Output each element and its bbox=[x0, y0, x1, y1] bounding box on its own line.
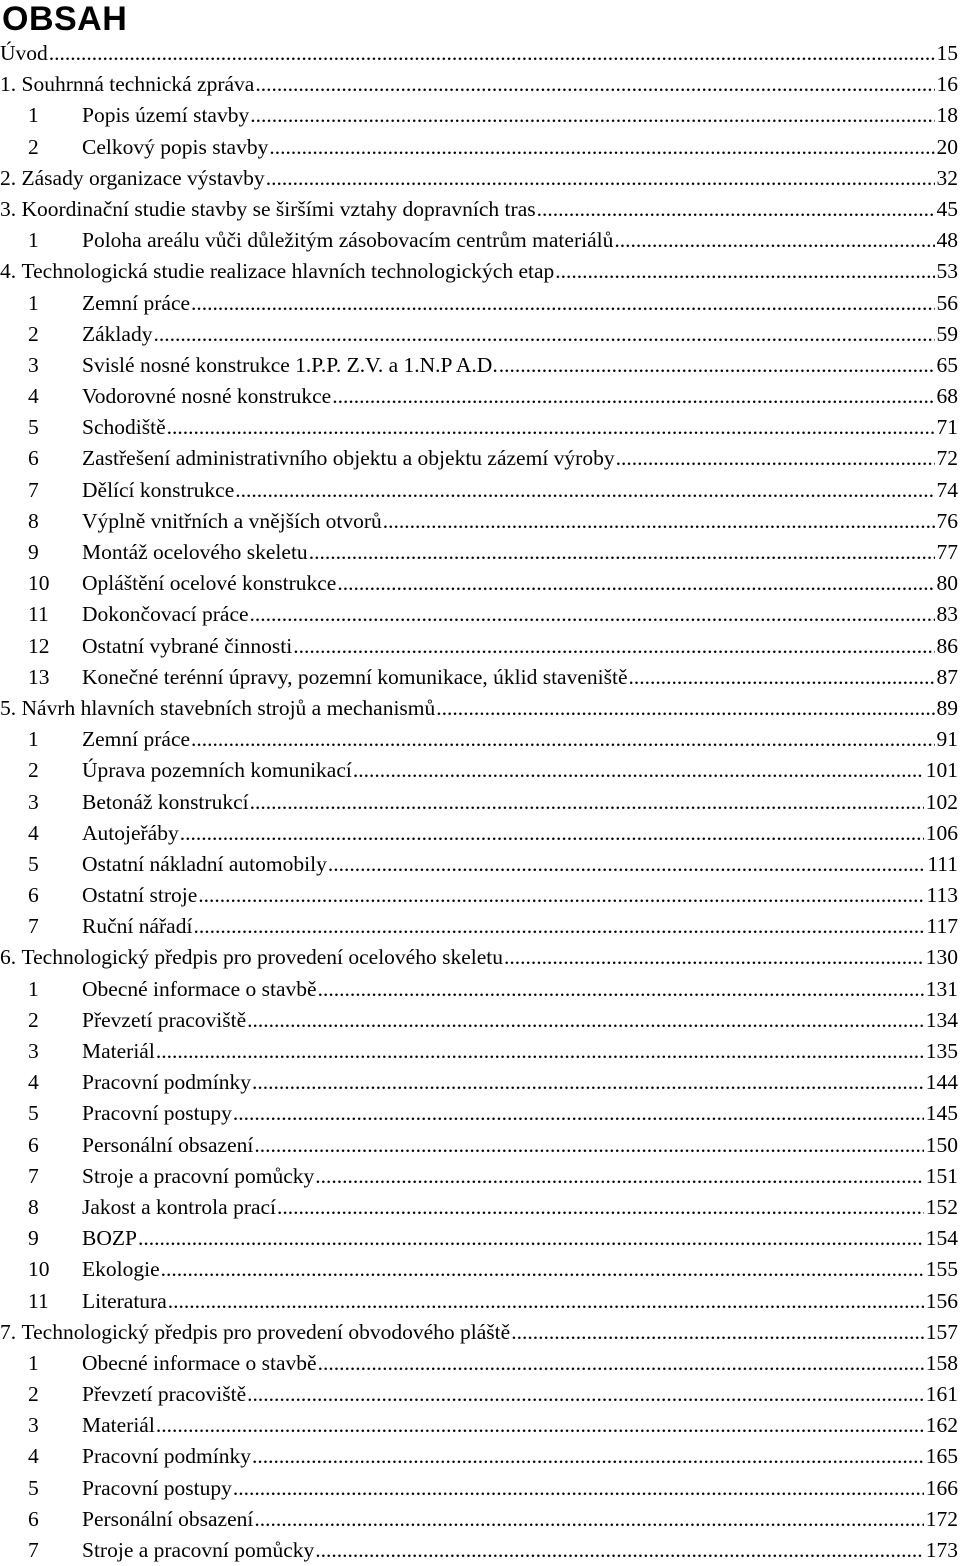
toc-dot-leader bbox=[255, 69, 934, 100]
toc-entry-page-number: 48 bbox=[936, 228, 958, 253]
toc-dot-leader bbox=[153, 319, 934, 350]
toc-dot-leader bbox=[499, 350, 935, 381]
toc-entry[interactable] bbox=[0, 599, 958, 630]
toc-entry[interactable] bbox=[0, 755, 958, 786]
toc-entry[interactable] bbox=[0, 1379, 958, 1410]
toc-dot-leader bbox=[191, 724, 934, 755]
toc-entry-title: Obecné informace o stavbě bbox=[82, 1350, 317, 1375]
toc-entry-title: Ekologie bbox=[82, 1257, 160, 1282]
toc-dot-leader bbox=[252, 1067, 924, 1098]
toc-entry-title: Ostatní vybrané činnosti bbox=[82, 633, 293, 658]
toc-entry[interactable] bbox=[0, 568, 958, 599]
toc-entry-title: Stroje a pracovní pomůcky bbox=[82, 1538, 315, 1562]
toc-entry-title: Schodiště bbox=[82, 415, 166, 440]
toc-entry[interactable] bbox=[0, 911, 958, 942]
toc-entry-page-number: 77 bbox=[936, 540, 958, 564]
toc-entry-number: 6 bbox=[28, 446, 39, 471]
toc-entry-number: 3 bbox=[28, 352, 39, 377]
toc-entry[interactable] bbox=[0, 194, 958, 225]
toc-entry[interactable] bbox=[0, 631, 958, 662]
toc-entry-number: 12 bbox=[28, 633, 50, 658]
toc-entry-page-number: 134 bbox=[925, 1007, 958, 1032]
toc-entry-title: Dělící konstrukce bbox=[82, 477, 235, 502]
toc-entry-number: 1 bbox=[28, 976, 39, 1001]
toc-entry-title: Poloha areálu vůči důležitým zásobovacím centrům materiálů bbox=[82, 228, 614, 253]
toc-entry-title: Montáž ocelového skeletu bbox=[82, 540, 308, 564]
toc-entry-title: Převzetí pracoviště bbox=[82, 1007, 247, 1032]
toc-entry[interactable] bbox=[0, 787, 958, 818]
toc-dot-leader bbox=[337, 568, 934, 599]
toc-entry-page-number: 86 bbox=[936, 633, 958, 658]
toc-entry-title: Pracovní postupy bbox=[82, 1475, 232, 1500]
toc-entry-title: Literatura bbox=[82, 1288, 167, 1313]
toc-entry-page-number: 15 bbox=[936, 41, 958, 65]
toc-entry[interactable] bbox=[0, 100, 958, 131]
toc-entry-page-number: 106 bbox=[925, 820, 958, 845]
toc-entry-number: 1 bbox=[28, 727, 39, 752]
toc-entry-page-number: 20 bbox=[936, 134, 958, 159]
toc-dot-leader bbox=[233, 1473, 924, 1504]
toc-dot-leader bbox=[436, 693, 934, 724]
toc-dot-leader bbox=[614, 225, 934, 256]
toc-entry[interactable] bbox=[0, 69, 958, 100]
toc-dot-leader bbox=[353, 755, 924, 786]
toc-entry-number: 6 bbox=[28, 1506, 39, 1531]
toc-entry[interactable] bbox=[0, 1410, 958, 1441]
toc-entry-number: 7 bbox=[28, 1163, 39, 1188]
toc-entry-number: 2 bbox=[28, 758, 39, 783]
toc-dot-leader bbox=[328, 849, 926, 880]
toc-entry[interactable] bbox=[0, 1130, 958, 1161]
toc-entry-title: Personální obsazení bbox=[82, 1132, 254, 1157]
toc-entry-number: 10 bbox=[28, 571, 50, 596]
toc-entry-title: Zemní práce bbox=[82, 727, 191, 752]
toc-entry-page-number: 157 bbox=[925, 1319, 958, 1344]
toc-entry-number: 3 bbox=[28, 789, 39, 814]
toc-entry[interactable] bbox=[0, 319, 958, 350]
toc-entry-number: 13 bbox=[28, 664, 50, 689]
toc-dot-leader bbox=[616, 443, 935, 474]
toc-dot-leader bbox=[156, 1410, 924, 1441]
toc-entry[interactable] bbox=[0, 1286, 958, 1317]
toc-entry-page-number: 102 bbox=[925, 789, 958, 814]
toc-entry-title: BOZP bbox=[82, 1226, 137, 1251]
toc-entry-number: 7 bbox=[28, 477, 39, 502]
toc-dot-leader bbox=[254, 1504, 923, 1535]
toc-entry-page-number: 144 bbox=[925, 1070, 958, 1095]
toc-entry-title: Svislé nosné konstrukce 1.P.P. Z.V. a 1.N.P A.D. bbox=[82, 352, 498, 377]
toc-entry[interactable] bbox=[0, 1005, 958, 1036]
toc-entry-title: Pracovní postupy bbox=[82, 1101, 232, 1126]
toc-entry-title: Dokončovací práce bbox=[82, 602, 249, 627]
toc-entry-title: Ruční nářadí bbox=[82, 914, 193, 939]
toc-entry-page-number: 158 bbox=[925, 1350, 958, 1375]
toc-entry[interactable] bbox=[0, 1254, 958, 1285]
toc-entry-number: 1. bbox=[0, 72, 17, 97]
toc-dot-leader bbox=[269, 132, 934, 163]
toc-entry-page-number: 165 bbox=[925, 1444, 958, 1469]
toc-entry-number: 9 bbox=[28, 540, 39, 564]
toc-entry-page-number: 173 bbox=[925, 1538, 958, 1562]
toc-entry-title: Návrh hlavních stavebních strojů a mechanismů bbox=[21, 695, 436, 720]
toc-entry-number: 6 bbox=[28, 883, 39, 908]
toc-entry[interactable] bbox=[0, 1535, 958, 1566]
toc-entry-page-number: 155 bbox=[925, 1257, 958, 1282]
toc-dot-leader bbox=[233, 1098, 924, 1129]
toc-entry-number: 7 bbox=[28, 914, 39, 939]
toc-dot-leader bbox=[198, 880, 924, 911]
toc-entry-number: 1 bbox=[28, 103, 39, 128]
toc-dot-leader bbox=[193, 911, 924, 942]
toc-entry-title: Technologická studie realizace hlavních technologických etap bbox=[21, 259, 555, 284]
toc-dot-leader bbox=[318, 1348, 924, 1379]
toc-entry-number: 5 bbox=[28, 851, 39, 876]
toc-entry-title: Zásady organizace výstavby bbox=[21, 165, 265, 190]
toc-entry[interactable] bbox=[0, 163, 958, 194]
toc-dot-leader bbox=[254, 1130, 923, 1161]
toc-entry-page-number: 32 bbox=[936, 165, 958, 190]
toc-entry[interactable] bbox=[0, 1098, 958, 1129]
toc-entry-title: Zastřešení administrativního objektu a objektu zázemí výroby bbox=[82, 446, 615, 471]
toc-entry-number: 10 bbox=[28, 1257, 50, 1282]
toc-entry-page-number: 101 bbox=[925, 758, 958, 783]
toc-entry-number: 5. bbox=[0, 695, 17, 720]
toc-dot-leader bbox=[191, 288, 934, 319]
toc-dot-leader bbox=[266, 163, 935, 194]
toc-entry-title: Stroje a pracovní pomůcky bbox=[82, 1163, 315, 1188]
toc-entry[interactable] bbox=[0, 256, 958, 287]
toc-entry-page-number: 166 bbox=[925, 1475, 958, 1500]
toc-entry[interactable] bbox=[0, 475, 958, 506]
toc-dot-leader bbox=[180, 818, 924, 849]
toc-entry-page-number: 152 bbox=[925, 1194, 958, 1219]
toc-entry-number: 3 bbox=[28, 1413, 39, 1438]
toc-dot-leader bbox=[504, 942, 924, 973]
toc-entry[interactable] bbox=[0, 38, 958, 69]
toc-entry[interactable] bbox=[0, 1192, 958, 1223]
toc-entry[interactable] bbox=[0, 350, 958, 381]
toc-entry-title: Obecné informace o stavbě bbox=[82, 976, 317, 1001]
toc-entry-number: 8 bbox=[28, 508, 39, 533]
toc-entry-title: Koordinační studie stavby se širšími vztahy dopravních tras bbox=[21, 196, 536, 221]
toc-entry[interactable] bbox=[0, 1473, 958, 1504]
toc-entry[interactable] bbox=[0, 1441, 958, 1472]
toc-dot-leader bbox=[277, 1192, 924, 1223]
toc-entry[interactable] bbox=[0, 849, 958, 880]
toc-entry[interactable] bbox=[0, 974, 958, 1005]
toc-entry-page-number: 56 bbox=[936, 290, 958, 315]
toc-entry[interactable] bbox=[0, 818, 958, 849]
toc-entry-number: 9 bbox=[28, 1226, 39, 1251]
toc-dot-leader bbox=[383, 506, 935, 537]
toc-entry[interactable] bbox=[0, 1317, 958, 1348]
toc-entry-page-number: 111 bbox=[927, 851, 958, 876]
toc-entry-title: Autojeřáby bbox=[82, 820, 179, 845]
toc-entry-title: Materiál bbox=[82, 1413, 155, 1438]
toc-entry-number: 4 bbox=[28, 1070, 39, 1095]
toc-entry-page-number: 145 bbox=[925, 1101, 958, 1126]
toc-entry-number: 4. bbox=[0, 259, 17, 284]
toc-entry-page-number: 172 bbox=[925, 1506, 958, 1531]
table-of-contents bbox=[0, 38, 958, 1566]
toc-entry-page-number: 76 bbox=[936, 508, 958, 533]
toc-entry-title: Celkový popis stavby bbox=[82, 134, 269, 159]
toc-entry[interactable] bbox=[0, 693, 958, 724]
toc-entry-page-number: 117 bbox=[926, 914, 958, 939]
toc-entry-title: Souhrnná technická zpráva bbox=[21, 72, 255, 97]
toc-entry-number: 4 bbox=[28, 820, 39, 845]
toc-entry-page-number: 161 bbox=[925, 1382, 958, 1407]
toc-entry[interactable] bbox=[0, 443, 958, 474]
toc-entry-title: Opláštění ocelové konstrukce bbox=[82, 571, 337, 596]
toc-entry[interactable] bbox=[0, 225, 958, 256]
toc-entry-title: Základy bbox=[82, 321, 153, 346]
toc-entry-number: 6. bbox=[0, 945, 17, 970]
toc-entry-page-number: 71 bbox=[936, 415, 958, 440]
toc-entry-page-number: 130 bbox=[925, 945, 958, 970]
toc-dot-leader bbox=[315, 1535, 923, 1566]
toc-entry-title: Materiál bbox=[82, 1039, 155, 1063]
toc-entry[interactable] bbox=[0, 880, 958, 911]
toc-dot-leader bbox=[250, 787, 924, 818]
toc-entry-number: 11 bbox=[28, 1288, 49, 1313]
toc-dot-leader bbox=[138, 1223, 924, 1254]
toc-entry[interactable] bbox=[0, 942, 958, 973]
toc-dot-leader bbox=[247, 1379, 924, 1410]
toc-dot-leader bbox=[247, 1005, 924, 1036]
toc-entry-page-number: 87 bbox=[936, 664, 958, 689]
toc-entry-number: 2 bbox=[28, 1007, 39, 1032]
toc-entry-page-number: 18 bbox=[936, 103, 958, 128]
toc-entry[interactable] bbox=[0, 412, 958, 443]
toc-dot-leader bbox=[315, 1161, 923, 1192]
toc-entry-page-number: 135 bbox=[925, 1039, 958, 1063]
toc-entry-page-number: 156 bbox=[925, 1288, 958, 1313]
toc-entry-title: Technologický předpis pro provedení ocelového skeletu bbox=[21, 945, 504, 970]
toc-entry-title: Převzetí pracoviště bbox=[82, 1382, 247, 1407]
toc-dot-leader bbox=[250, 599, 935, 630]
toc-entry-number: 2 bbox=[28, 1382, 39, 1407]
toc-entry[interactable] bbox=[0, 381, 958, 412]
toc-entry-page-number: 154 bbox=[925, 1226, 958, 1251]
toc-dot-leader bbox=[293, 631, 934, 662]
toc-entry-number: 3. bbox=[0, 196, 17, 221]
toc-dot-leader bbox=[156, 1036, 924, 1067]
page-title: OBSAH bbox=[2, 0, 128, 38]
toc-entry-title: Technologický předpis pro provedení obvodového pláště bbox=[21, 1319, 511, 1344]
toc-entry-page-number: 80 bbox=[936, 571, 958, 596]
toc-entry-number: 11 bbox=[28, 602, 49, 627]
toc-entry-page-number: 113 bbox=[926, 883, 958, 908]
toc-entry-page-number: 91 bbox=[936, 727, 958, 752]
toc-entry-title: Personální obsazení bbox=[82, 1506, 254, 1531]
toc-entry-number: 1 bbox=[28, 228, 39, 253]
toc-entry-title: Ostatní stroje bbox=[82, 883, 198, 908]
toc-entry-number: 6 bbox=[28, 1132, 39, 1157]
toc-entry-number: 7 bbox=[28, 1538, 39, 1562]
toc-entry[interactable] bbox=[0, 1223, 958, 1254]
toc-entry-page-number: 65 bbox=[936, 352, 958, 377]
toc-dot-leader bbox=[161, 1254, 924, 1285]
toc-entry-number: 1 bbox=[28, 1350, 39, 1375]
toc-entry-page-number: 89 bbox=[936, 695, 958, 720]
toc-entry-number: 5 bbox=[28, 1101, 39, 1126]
toc-entry-title: Popis území stavby bbox=[82, 103, 250, 128]
toc-entry[interactable] bbox=[0, 1161, 958, 1192]
toc-entry-number: 7. bbox=[0, 1319, 17, 1344]
toc-entry[interactable] bbox=[0, 724, 958, 755]
toc-entry-page-number: 151 bbox=[925, 1163, 958, 1188]
toc-entry-page-number: 131 bbox=[925, 976, 958, 1001]
toc-entry-page-number: 59 bbox=[936, 321, 958, 346]
toc-dot-leader bbox=[250, 100, 934, 131]
toc-dot-leader bbox=[235, 475, 934, 506]
toc-entry-title: Úprava pozemních komunikací bbox=[82, 758, 352, 783]
toc-entry[interactable] bbox=[0, 506, 958, 537]
toc-dot-leader bbox=[555, 256, 934, 287]
toc-dot-leader bbox=[629, 662, 935, 693]
toc-entry-title: Pracovní podmínky bbox=[82, 1070, 251, 1095]
toc-entry-page-number: 45 bbox=[936, 196, 958, 221]
toc-entry-number: 3 bbox=[28, 1039, 39, 1063]
toc-dot-leader bbox=[511, 1317, 924, 1348]
toc-entry-number: 5 bbox=[28, 1475, 39, 1500]
toc-entry-title: Ostatní nákladní automobily bbox=[82, 851, 327, 876]
toc-entry-number: 5 bbox=[28, 415, 39, 440]
toc-entry-title: Jakost a kontrola prací bbox=[82, 1194, 277, 1219]
toc-entry-page-number: 162 bbox=[925, 1413, 958, 1438]
toc-dot-leader bbox=[252, 1441, 924, 1472]
toc-entry[interactable] bbox=[0, 132, 958, 163]
toc-dot-leader bbox=[537, 194, 935, 225]
toc-entry-number: 4 bbox=[28, 1444, 39, 1469]
toc-entry-title: Výplně vnitřních a vnějších otvorů bbox=[82, 508, 382, 533]
toc-entry[interactable] bbox=[0, 662, 958, 693]
toc-entry-title: Vodorovné nosné konstrukce bbox=[82, 384, 332, 409]
toc-entry-number: 1 bbox=[28, 290, 39, 315]
toc-entry-page-number: 150 bbox=[925, 1132, 958, 1157]
toc-entry-page-number: 74 bbox=[936, 477, 958, 502]
toc-dot-leader bbox=[49, 38, 935, 69]
toc-entry-page-number: 53 bbox=[936, 259, 958, 284]
toc-entry[interactable] bbox=[0, 1067, 958, 1098]
toc-dot-leader bbox=[318, 974, 924, 1005]
toc-entry-page-number: 16 bbox=[936, 72, 958, 97]
toc-entry-page-number: 72 bbox=[936, 446, 958, 471]
toc-dot-leader bbox=[309, 537, 935, 568]
toc-entry[interactable] bbox=[0, 1504, 958, 1535]
toc-entry-title: Betonáž konstrukcí bbox=[82, 789, 249, 814]
toc-entry-title: Zemní práce bbox=[82, 290, 191, 315]
toc-dot-leader bbox=[332, 381, 934, 412]
toc-entry-number: 2. bbox=[0, 165, 17, 190]
toc-entry[interactable] bbox=[0, 537, 958, 568]
toc-entry-number: 4 bbox=[28, 384, 39, 409]
toc-entry-number: 8 bbox=[28, 1194, 39, 1219]
toc-entry-number: 2 bbox=[28, 134, 39, 159]
toc-entry-page-number: 83 bbox=[936, 602, 958, 627]
toc-entry[interactable] bbox=[0, 288, 958, 319]
toc-entry-title: Konečné terénní úpravy, pozemní komunikace, úklid staveniště bbox=[82, 664, 628, 689]
toc-entry-title: Pracovní podmínky bbox=[82, 1444, 251, 1469]
toc-entry-page-number: 68 bbox=[936, 384, 958, 409]
toc-dot-leader bbox=[167, 412, 935, 443]
toc-entry[interactable] bbox=[0, 1036, 958, 1067]
toc-dot-leader bbox=[168, 1286, 924, 1317]
toc-entry[interactable] bbox=[0, 1348, 958, 1379]
toc-entry-number: 2 bbox=[28, 321, 39, 346]
toc-entry-title: Úvod bbox=[0, 41, 48, 65]
